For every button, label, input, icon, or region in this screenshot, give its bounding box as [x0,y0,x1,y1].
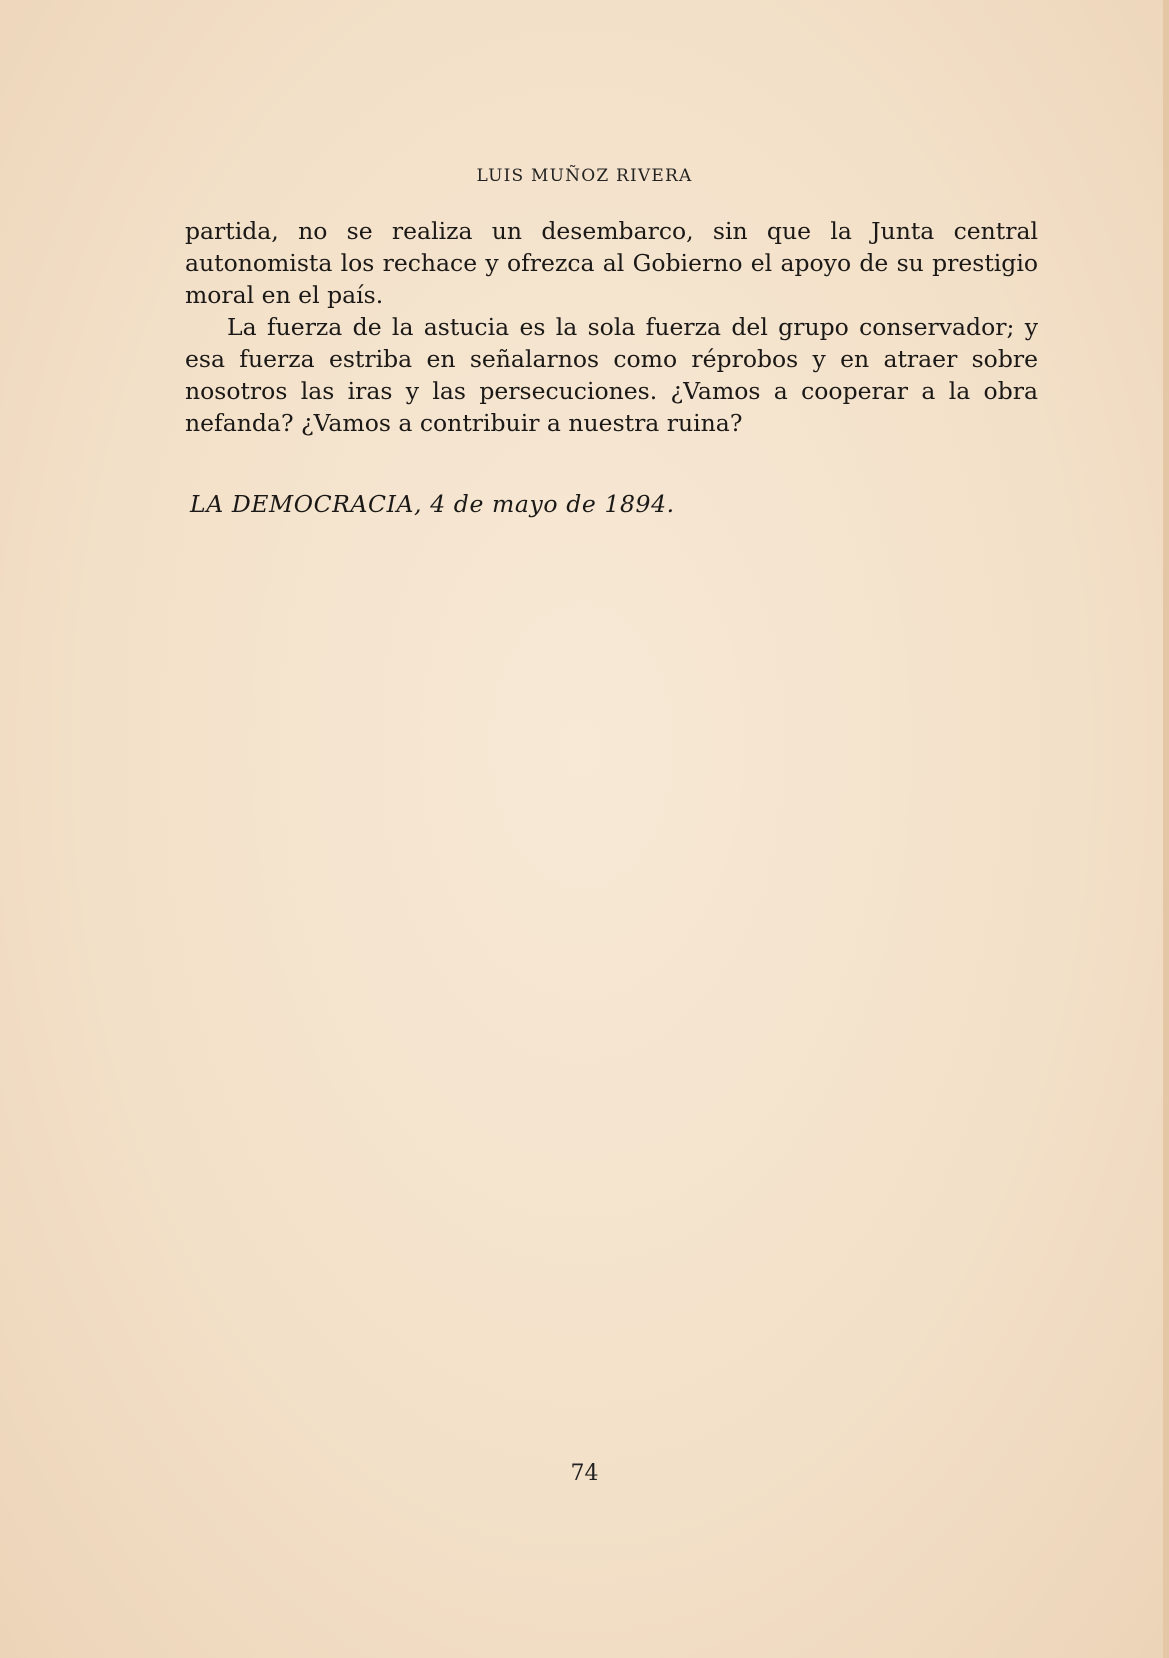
paragraph-2: La fuerza de la astucia es la sola fuerza del grupo conservador; y esa fuerza estriba en señalarnos como réprobos y en atraer sobre nosotros las iras y las persecuciones. ¿Vamos a cooperar a la obra nefanda? ¿Vamos a contribuir a nuestra ruina? [185,313,1038,437]
paragraph-1: partida, no se realiza un desembarco, sin que la Junta central autonomista los rechace y ofrezca al Gobierno el apoyo de su prestigio moral en el país. [185,217,1038,309]
source-citation: LA DEMOCRACIA, 4 de mayo de 1894. [190,490,675,518]
body-text [185,215,1038,439]
running-header: LUIS MUÑOZ RIVERA [476,166,693,186]
page-number: 74 [570,1461,599,1486]
